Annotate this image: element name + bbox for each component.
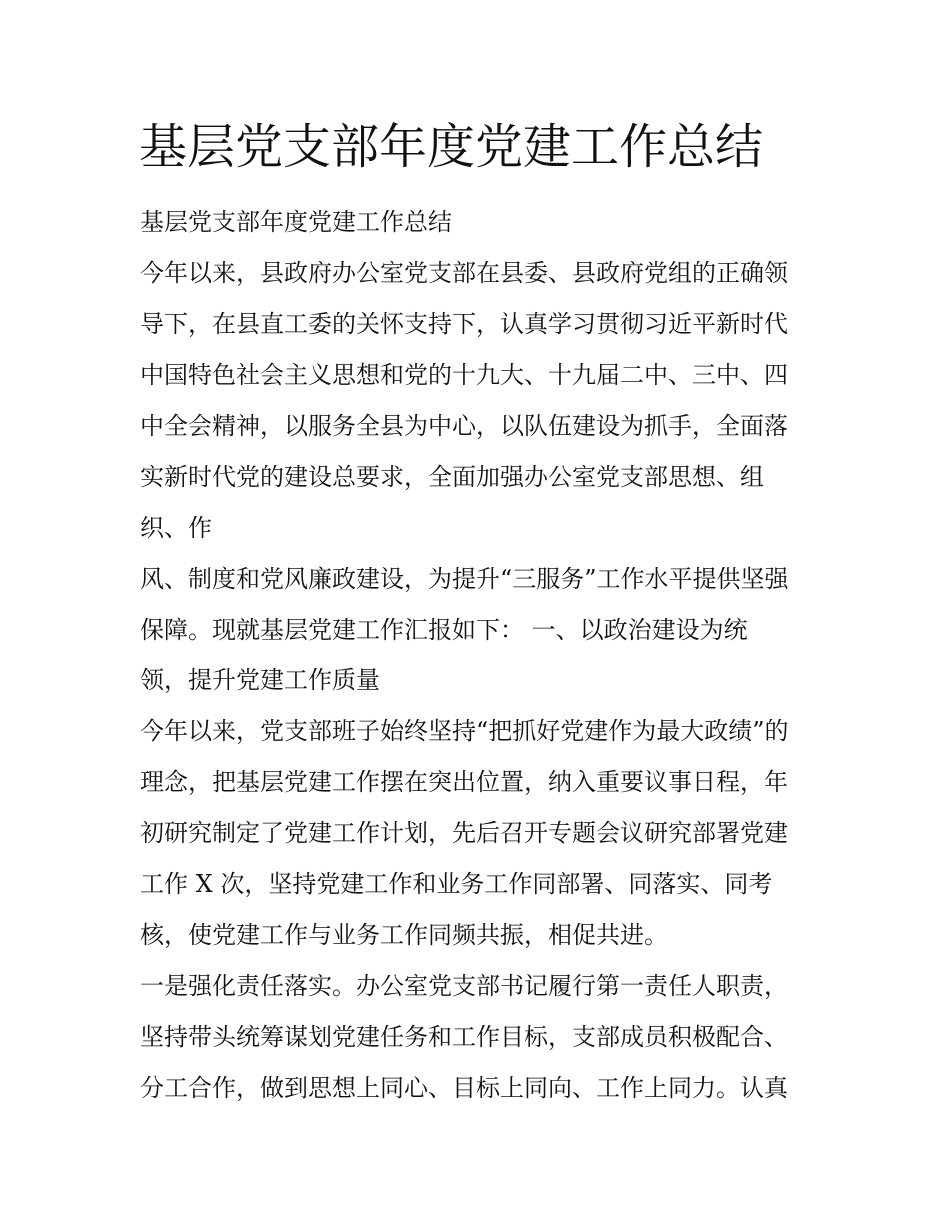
subtitle-line: 基层党支部年度党建工作总结 bbox=[140, 208, 452, 236]
body-line: 风、制度和党风廉政建设，为提升“三服务”工作水平提供坚强 bbox=[140, 565, 789, 593]
body-line: 领，提升党建工作质量 bbox=[140, 666, 380, 694]
body-line: 今年以来，县政府办公室党支部在县委、县政府党组的正确领 bbox=[140, 259, 788, 287]
body-line: 坚持带头统筹谋划党建任务和工作目标，支部成员积极配合、 bbox=[140, 1023, 788, 1051]
body-line: 理念，把基层党建工作摆在突出位置，纳入重要议事日程，年 bbox=[140, 768, 788, 796]
body-line: 中全会精神，以服务全县为中心，以队伍建设为抓手，全面落 bbox=[140, 412, 788, 440]
body-line: 导下，在县直工委的关怀支持下，认真学习贯彻习近平新时代 bbox=[140, 310, 788, 338]
body-line: 一是强化责任落实。办公室党支部书记履行第一责任人职责， bbox=[140, 972, 788, 1000]
body-line: 工作 X 次，坚持党建工作和业务工作同部署、同落实、同考 bbox=[140, 870, 773, 898]
body-line: 核，使党建工作与业务工作同频共振，相促共进。 bbox=[140, 921, 668, 949]
body-line: 实新时代党的建设总要求，全面加强办公室党支部思想、组 bbox=[140, 463, 764, 491]
body-line: 中国特色社会主义思想和党的十九大、十九届二中、三中、四 bbox=[140, 361, 788, 389]
body-line: 保障。现就基层党建工作汇报如下： 一、以政治建设为统 bbox=[140, 616, 748, 644]
body-line: 织、作 bbox=[140, 514, 212, 542]
document-title: 基层党支部年度党建工作总结 bbox=[139, 119, 764, 175]
body-line: 初研究制定了党建工作计划，先后召开专题会议研究部署党建 bbox=[140, 819, 788, 847]
body-line: 分工合作，做到思想上同心、目标上同向、工作上同力。认真 bbox=[140, 1074, 788, 1102]
body-line: 今年以来，党支部班子始终坚持“把抓好党建作为最大政绩”的 bbox=[140, 717, 789, 745]
